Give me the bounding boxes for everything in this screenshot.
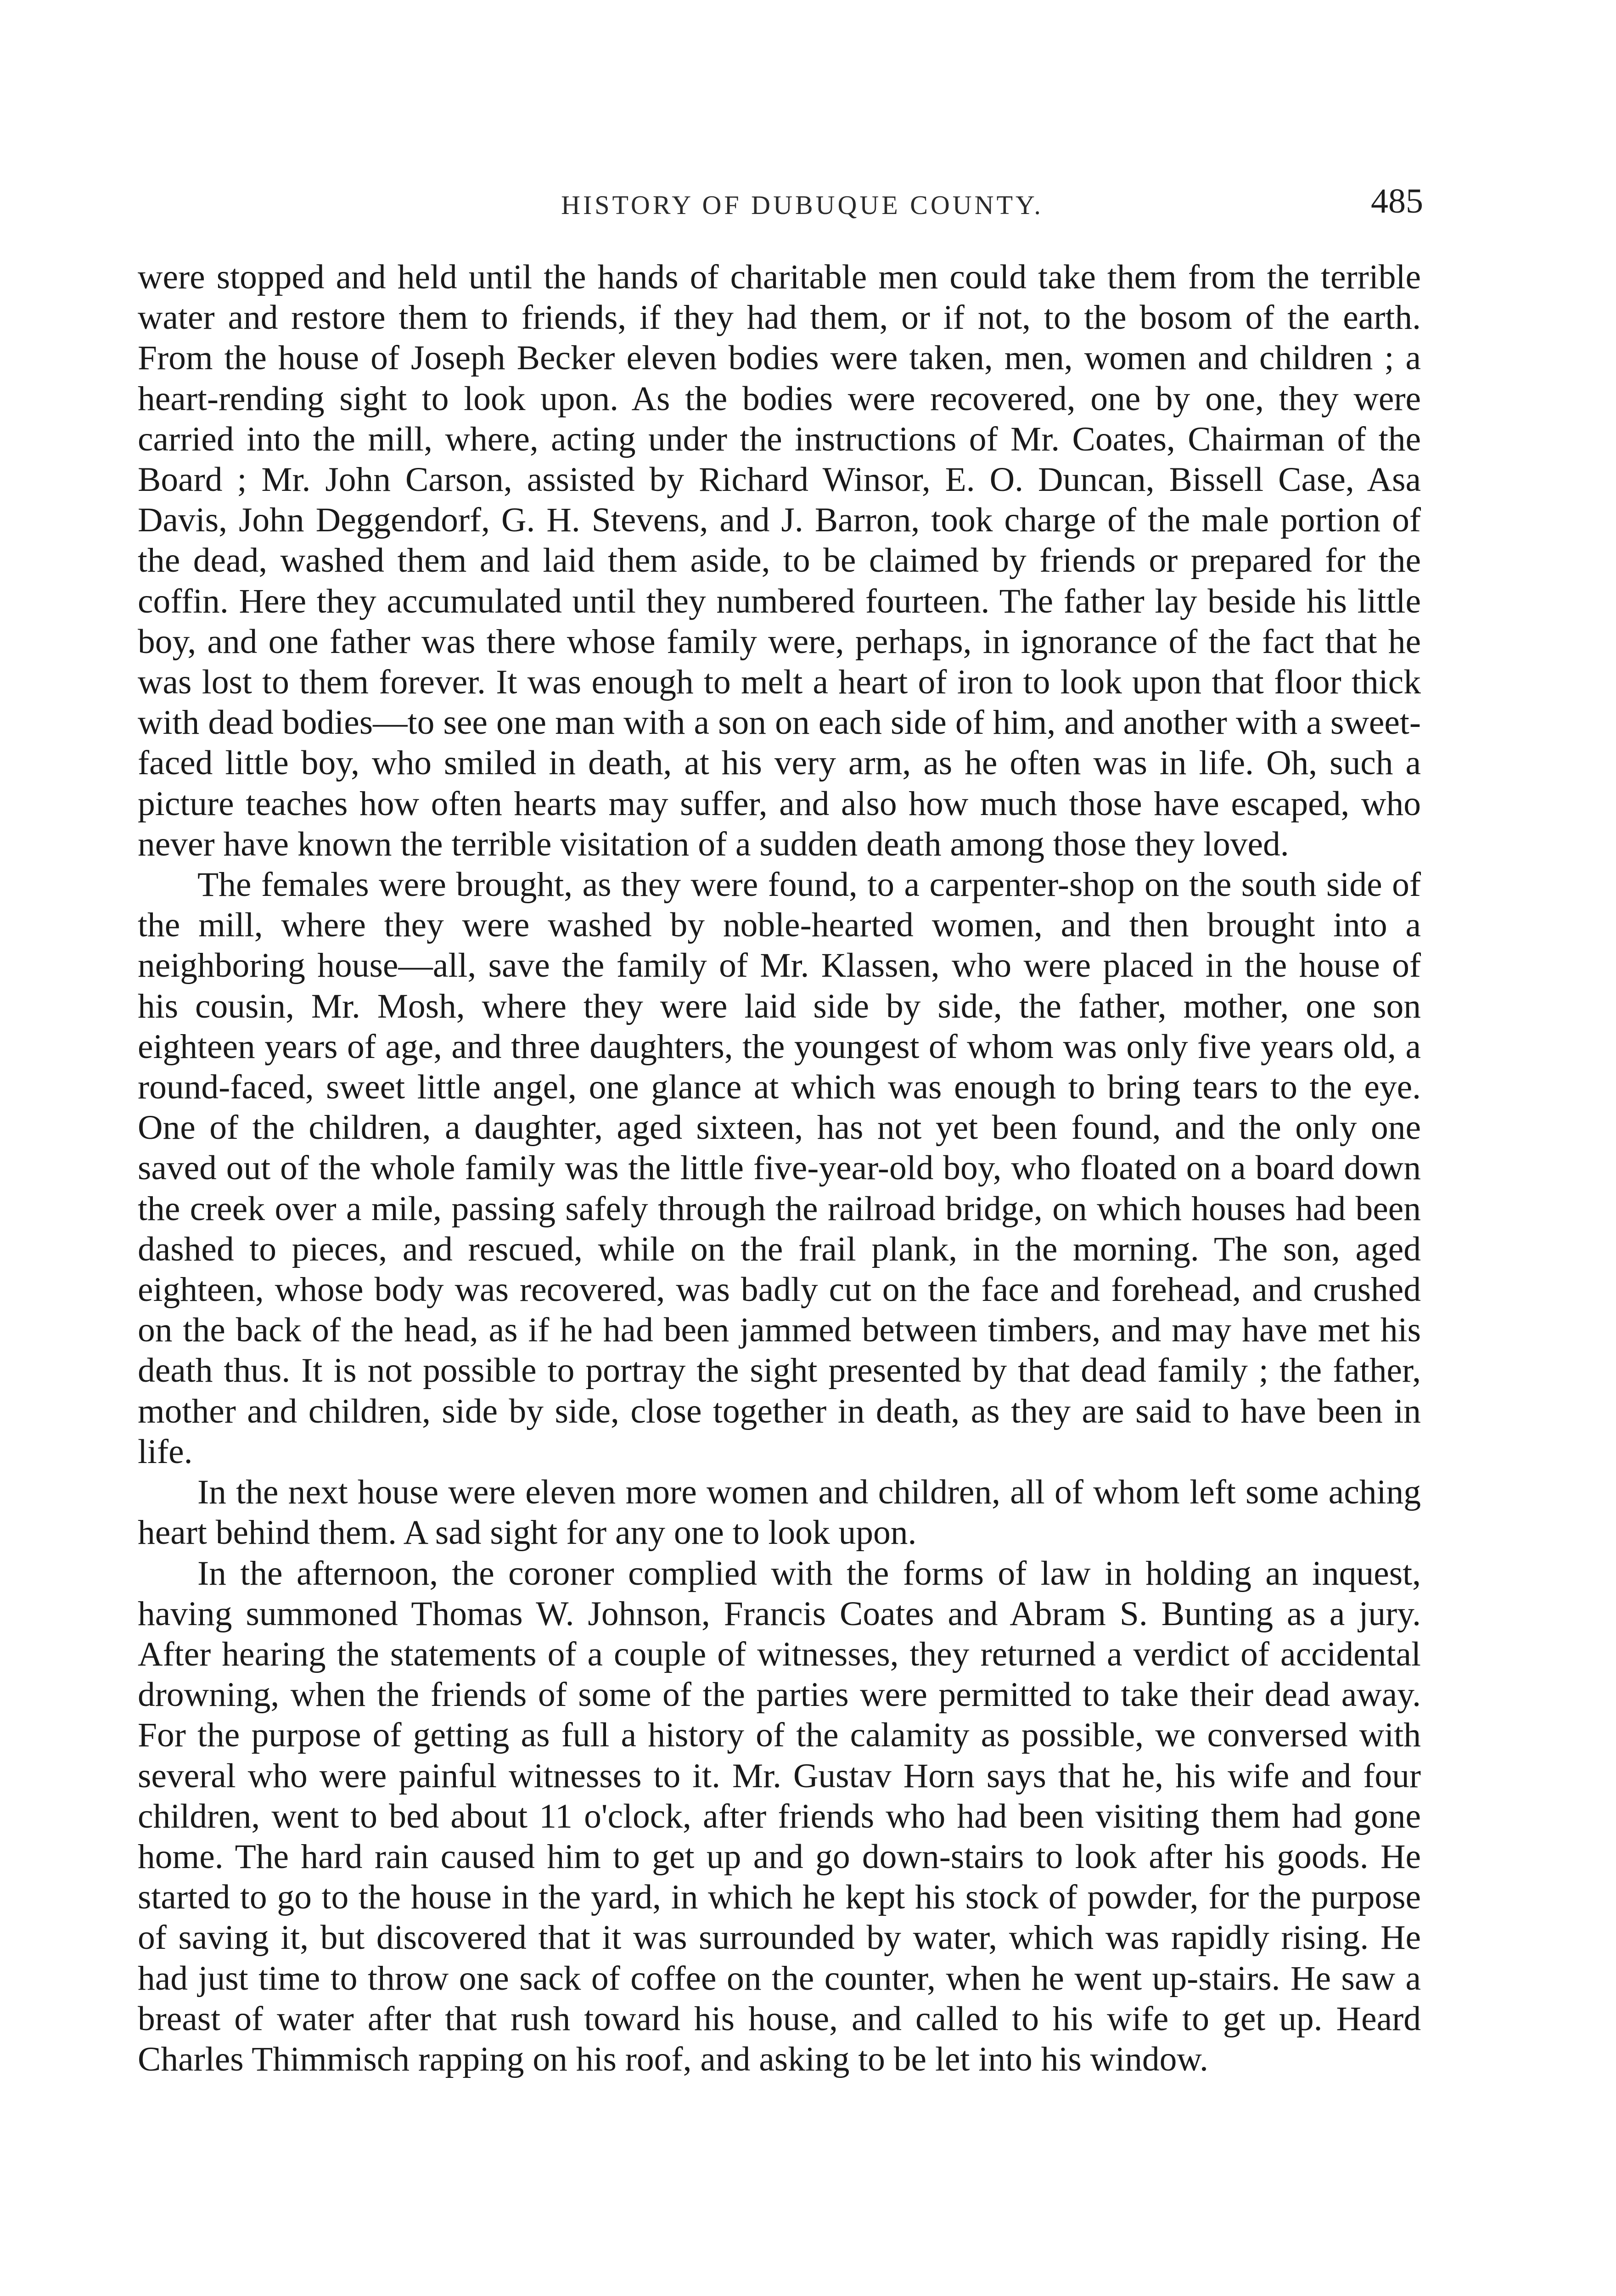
page-header: [181, 181, 1423, 232]
paragraph: The females were brought, as they were found, to a carpenter-shop on the south side of the mill, where they were washed by noble-hearted women, and then brought into a neighboring house—all, save the family of Mr. Klassen, who were placed in the house of his cousin, Mr. Mosh, where they were laid side by side, the father, mother, one son eighteen years of age, and three daughters, the youngest of whom was only five years old, a round-faced, sweet little angel, one glance at which was enough to bring tears to the eye. One of the children, a daughter, aged sixteen, has not yet been found, and the only one saved out of the whole family was the little five-year-old boy, who floated on a board down the creek over a mile, passing safely through the railroad bridge, on which houses had been dashed to pieces, and rescued, while on the frail plank, in the morning. The son, aged eighteen, whose body was recovered, was badly cut on the face and forehead, and crushed on the back of the head, as if he had been jammed between timbers, and may have met his death thus. It is not possible to portray the sight presented by that dead family ; the father, mother and children, side by side, close together in death, as they are said to have been in life.: [138, 866, 1421, 1471]
running-head: HISTORY OF DUBUQUE COUNTY.: [561, 190, 1044, 220]
paragraph: In the afternoon, the coroner complied with the forms of law in holding an inquest, having summoned Thomas W. Johnson, Francis Coates and Abram S. Bunting as a jury. After hearing the statements of a couple of witnesses, they returned a verdict of accidental drowning, when the friends of some of the parties were permitted to take their dead away. For the purpose of getting as full a history of the calamity as possible, we conversed with several who were painful witnesses to it. Mr. Gustav Horn says that he, his wife and four children, went to bed about 11 o'clock, after friends who had been visiting them had gone home. The hard rain caused him to get up and go down-stairs to look after his goods. He started to go to the house in the yard, in which he kept his stock of powder, for the purpose of saving it, but discovered that it was surrounded by water, which was rapidly rising. He had just time to throw one sack of coffee on the counter, when he went up-stairs. He saw a breast of water after that rush toward his house, and called to his wife to get up. Heard Charles Thimmisch rapping on his roof, and asking to be let into his window.: [138, 1554, 1421, 2078]
page-number: 485: [1371, 182, 1423, 220]
paragraph: In the next house were eleven more women and children, all of whom left some aching heart behind them. A sad sight for any one to look upon.: [138, 1473, 1421, 1552]
paragraph: were stopped and held until the hands of charitable men could take them from the terrible water and restore them to friends, if they had them, or if not, to the bosom of the earth. From the house of Joseph Becker eleven bodies were taken, men, women and children ; a heart-rending sight to look upon. As the bodies were recovered, one by one, they were carried into the mill, where, acting under the instructions of Mr. Coates, Chairman of the Board ; Mr. John Carson, assisted by Richard Winsor, E. O. Duncan, Bissell Case, Asa Davis, John Deggendorf, G. H. Stevens, and J. Barron, took charge of the male portion of the dead, washed them and laid them aside, to be claimed by friends or prepared for the coffin. Here they accumulated until they numbered fourteen. The father lay beside his little boy, and one father was there whose family were, perhaps, in ignorance of the fact that he was lost to them forever. It was enough to melt a heart of iron to look upon that floor thick with dead bodies—to see one man with a son on each side of him, and another with a sweet-faced little boy, who smiled in death, at his very arm, as he often was in life. Oh, such a picture teaches how often hearts may suffer, and also how much those have escaped, who never have known the terrible visitation of a sudden death among those they loved.: [138, 258, 1421, 863]
body-text: [138, 257, 1421, 2080]
